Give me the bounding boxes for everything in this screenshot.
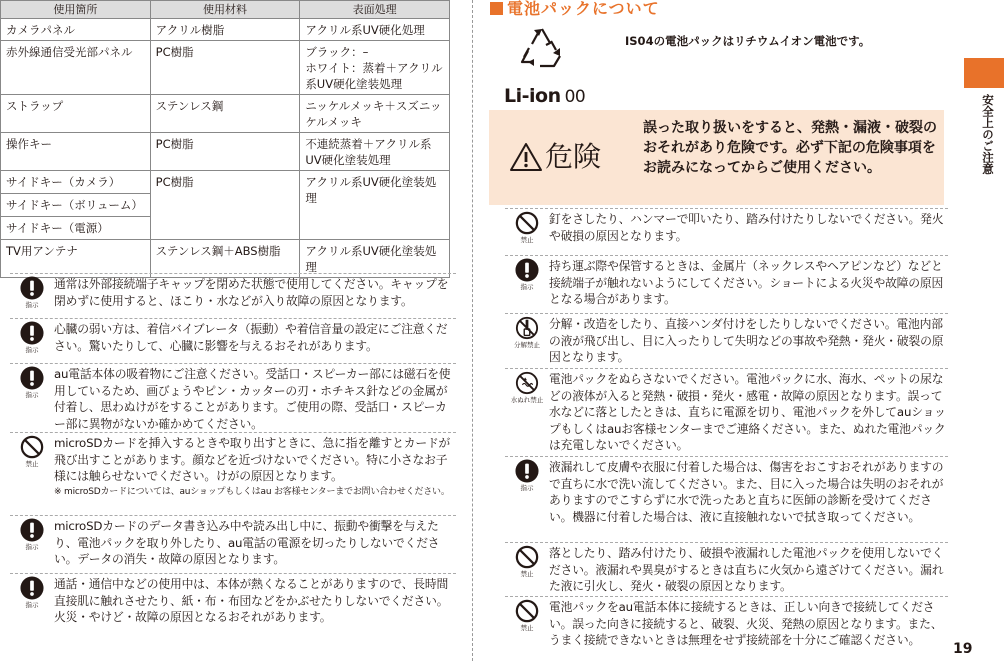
table-cell: TV用アンテナ [1,240,151,278]
table-cell: ステンレス鋼 [150,95,300,133]
column-divider [472,0,473,661]
disassembly-prohibited-icon [515,316,539,340]
table-cell: ブラック：– ホワイト：蒸着＋アクリル系UV硬化塗装処理 [300,41,450,95]
prohibition-icon [20,435,44,459]
table-cell: サイドキー（ボリューム） [1,194,151,217]
left-notice [10,273,456,309]
danger-label: 危険 [509,140,601,174]
table-cell: PC樹脂 [150,41,300,95]
left-notice [10,318,456,354]
left-notice [10,363,456,432]
materials-table [0,0,450,278]
column-header: 使用材料 [150,1,300,19]
notice-text: 落としたり、踏み付けたり、破損や液漏れした電池パックを使用しないでください。液漏れや異臭がするときは直ちに火気から遠ざけてください。漏れた液に引火し、発火・破裂の原因となります。 [549,546,944,593]
table-cell: 操作キー [1,133,151,171]
table-row [1,171,450,194]
danger-box [489,110,944,205]
right-notice [505,542,948,595]
notice-text: 心臓の弱い方は、着信バイブレータ（振動）や着信音量の設定にご注意ください。驚いたりして、心臓に影響を与えるおそれがあります。 [54,322,448,353]
chapter-label: 安全上のご注意 [981,94,995,175]
danger-text: 誤った取り扱いをすると、発熱・漏液・破裂のおそれがあり危険です。必ず下記の危険事項をお読みになってからご使用ください。 [643,120,937,176]
notice-text: 分解・改造をしたり、直接ハンダ付けをしたりしないでください。電池内部の液が飛び出し、目に入ったりして失明などの事故や発熱・発火・破裂の原因となります。 [549,317,944,364]
icon-caption: 禁止 [520,624,534,632]
table-cell: ストラップ [1,95,151,133]
icon-caption: 禁止 [25,460,39,468]
instruction-icon [20,366,44,390]
icon-caption: 水ぬれ禁止 [510,396,544,404]
table-cell: カメラパネル [1,19,151,41]
notice-text: 液漏れして皮膚や衣服に付着した場合は、傷害をおこすおそれがありますので直ちに水で洗い流してください。また、目に入った場合は失明のおそれがありますのでこすらずに水で洗ったあと直ちに医師の診断を受けてください。機器に付着した場合は、液に直接触れないで拭き取ってください。 [549,460,944,524]
warning-triangle-icon [509,142,543,172]
right-notice [505,208,948,244]
table-cell: アクリル樹脂 [150,19,300,41]
instruction-icon [515,258,539,282]
icon-caption: 指示 [25,391,39,399]
table-row [1,41,450,95]
notice-text: 通常は外部接続端子キャップを閉めた状態で使用してください。キャップを閉めずに使用すると、ほこり・水などが入り故障の原因となります。 [54,277,449,308]
icon-caption: 禁止 [520,236,534,244]
table-header-row [1,1,450,19]
icon-caption: 指示 [520,484,534,492]
no-wet-hands-icon [515,371,539,395]
icon-caption: 指示 [520,283,534,291]
table-row [1,240,450,278]
table-row [1,19,450,41]
column-header: 表面処理 [300,1,450,19]
instruction-icon [20,276,44,300]
table-cell: ステンレス鋼＋ABS樹脂 [150,240,300,278]
chapter-tab [964,58,1004,88]
icon-caption: 指示 [25,601,39,609]
icon-caption: 指示 [25,543,39,551]
notice-text: 電池パックをぬらさないでください。電池パックに水、海水、ペットの尿などの液体が入ると発熱・破損・発火・感電・故障の原因となります。誤って水などに落としたときは、直ちに電源を切り、電池パックを外してauショップもしくはauお客様センターまでご連絡ください。また、ぬれた電池パックは充電しないでください。 [549,372,946,452]
right-notice [505,368,948,454]
table-row [1,133,450,171]
column-header: 使用箇所 [1,1,151,19]
notice-text: 持ち運ぶ際や保管するときは、金属片（ネックレスやヘアピンなど）などと接続端子が触れないようにしてください。ショートによる火災や故障の原因となる場合があります。 [549,259,944,306]
liion-mark: Li-ion 00 [504,85,586,107]
prohibition-icon [515,599,539,623]
notice-text: 通話・通信中などの使用中は、本体が熱くなることがありますので、長時間直接肌に触れさせたり、紙・布・布団などをかぶせたりしないでください。火災・やけど・故障の原因となるおそれがあります。 [54,577,449,624]
right-notice [505,596,948,649]
table-cell: 赤外線通信受光部パネル [1,41,151,95]
table-cell: アクリル系UV硬化塗装処理 [300,240,450,278]
page-number: 19 [953,641,973,657]
table-cell: アクリル系UV硬化塗装処理 [300,171,450,240]
section-heading: 電池パックについて [490,0,660,18]
prohibition-icon [515,211,539,235]
notice-footnote: ※ microSDカードについては、auショップもしくはau お客様センターまでお問い合わせください。 [54,486,450,497]
table-row [1,95,450,133]
battery-type-note: IS04の電池パックはリチウムイオン電池です。 [625,34,871,48]
left-notice [10,515,456,568]
notice-text: 釘をさしたり、ハンマーで叩いたり、踏み付けたりしないでください。発火や破損の原因となります。 [549,212,944,243]
right-notice [505,313,948,366]
icon-caption: 分解禁止 [514,341,540,349]
notice-text: microSDカードを挿入するときや取り出すときに、急に指を離すとカードが飛び出すことがあります。顔などを近づけないでください。特に小さなお子様には触らせないでください。けがの原因となります。 [54,436,451,483]
instruction-icon [20,518,44,542]
instruction-icon [20,576,44,600]
table-cell: アクリル系UV硬化処理 [300,19,450,41]
recycle-icon [520,26,564,72]
right-notice [505,456,948,525]
left-notice [10,573,456,626]
instruction-icon [20,321,44,345]
notice-text: au電話本体の吸着物にご注意ください。受話口・スピーカー部には磁石を使用しているため、画びょうやピン・カッターの刃・ホチキス針などの金属が付着し、思わぬけがをすることがあります。ご使用の際、受話口・スピーカー部に異物がないか確かめてください。 [54,367,451,431]
icon-caption: 指示 [25,301,39,309]
left-notice [10,432,456,498]
table-cell: PC樹脂 [150,133,300,171]
icon-caption: 指示 [25,346,39,354]
notice-text: microSDカードのデータ書き込み中や読み出し中に、振動や衝撃を与えたり、電池パックを取り外したり、au電話の電源を切ったりしないでください。データの消失・故障の原因となります。 [54,519,440,566]
table-cell: ニッケルメッキ＋スズニッケルメッキ [300,95,450,133]
table-cell: 不連続蒸着＋アクリル系UV硬化塗装処理 [300,133,450,171]
table-cell: サイドキー（カメラ） [1,171,151,194]
icon-caption: 禁止 [520,570,534,578]
right-notice [505,255,948,308]
instruction-icon [515,459,539,483]
heading-square-icon [490,2,503,15]
prohibition-icon [515,545,539,569]
notice-text: 電池パックをau電話本体に接続するときは、正しい向きで接続してください。誤った向きに接続すると、破裂、火災、発熱の原因となります。また、うまく接続できないときは無理をせず接続部を十分にご確認ください。 [549,600,943,647]
table-cell: PC樹脂 [150,171,300,240]
table-cell: サイドキー（電源） [1,217,151,240]
